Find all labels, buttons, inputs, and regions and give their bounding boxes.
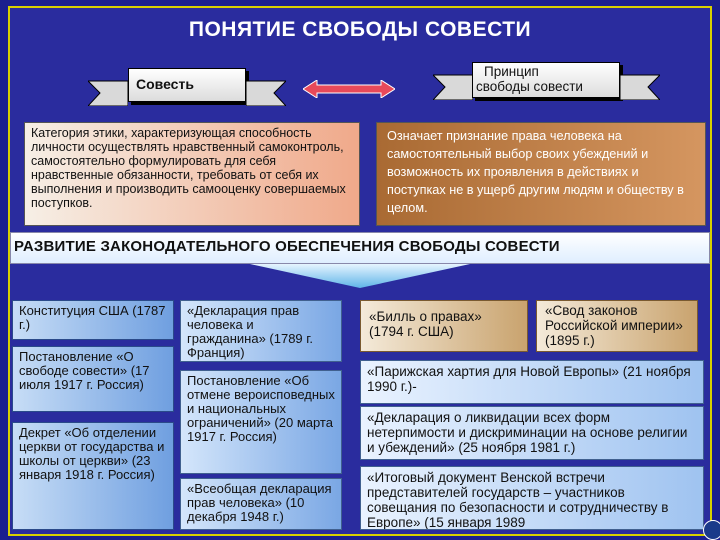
- concept-label-right: [476, 64, 583, 94]
- concept-label-right-line2: свободы совести: [476, 79, 583, 94]
- left-ribbon-tail-right: [246, 76, 286, 106]
- funnel-arrow-icon: [250, 264, 470, 288]
- doc-abolition-restrictions: Постановление «Об отмене вероисповедных и национальных ограничений» (20 марта 1917 г. Россия): [180, 370, 342, 474]
- doc-intolerance-declaration: «Декларация о ликвидации всех форм нетерпимости и дискриминации на основе религии и убеждений» (25 ноября 1981 г.): [360, 406, 704, 460]
- doc-church-separation-decree: Декрет «Об отделении церкви от государства и школы от церкви» (23 января 1918 г. Россия): [12, 422, 174, 530]
- concept-label-right-line1: Принцип: [484, 64, 539, 79]
- double-arrow-icon: [303, 80, 395, 98]
- left-ribbon-tail: [88, 76, 128, 106]
- right-ribbon-tail: [433, 70, 473, 100]
- slide-title: ПОНЯТИЕ СВОБОДЫ СОВЕСТИ: [188, 18, 532, 41]
- slide-nav-badge[interactable]: [703, 520, 720, 540]
- conscience-definition: Категория этики, характеризующая способность личности осуществлять нравственный самоконтроль, самостоятельно формулировать для себя нравственные обязанности, требовать от себя их выполнения и производить самооценку совершаемых поступков.: [24, 122, 360, 226]
- doc-bill-of-rights: «Билль о правах» (1794 г. США): [360, 300, 528, 352]
- development-title: РАЗВИТИЕ ЗАКОНОДАТЕЛЬНОГО ОБЕСПЕЧЕНИЯ СВОБОДЫ СОВЕСТИ: [14, 238, 560, 255]
- freedom-principle-definition: Означает признание права человека на самостоятельный выбор своих убеждений и возможность их проявления в действиях и поступках не в ущерб другим людям и обществу в целом.: [376, 122, 706, 226]
- doc-universal-declaration: «Всеобщая декларация прав человека» (10 декабря 1948 г.): [180, 478, 342, 530]
- doc-paris-charter: «Парижская хартия для Новой Европы» (21 ноября 1990 г.)-: [360, 360, 704, 404]
- doc-declaration-rights-man: «Декларация прав человека и гражданина» (1789 г. Франция): [180, 300, 342, 362]
- concept-label-left: Совесть: [136, 76, 194, 92]
- right-ribbon-tail-right: [620, 70, 660, 100]
- doc-vienna-concluding-document: «Итоговый документ Венской встречи представителей государств – участников совещания по безопасности и сотрудничеству в Европе» (15 января 1989: [360, 466, 704, 530]
- doc-code-russian-empire: «Свод законов Российской империи» (1895 г.): [536, 300, 698, 352]
- doc-freedom-of-conscience-resolution: Постановление «О свободе совести» (17 июля 1917 г. Россия): [12, 346, 174, 412]
- doc-us-constitution: Конституция США (1787 г.): [12, 300, 174, 340]
